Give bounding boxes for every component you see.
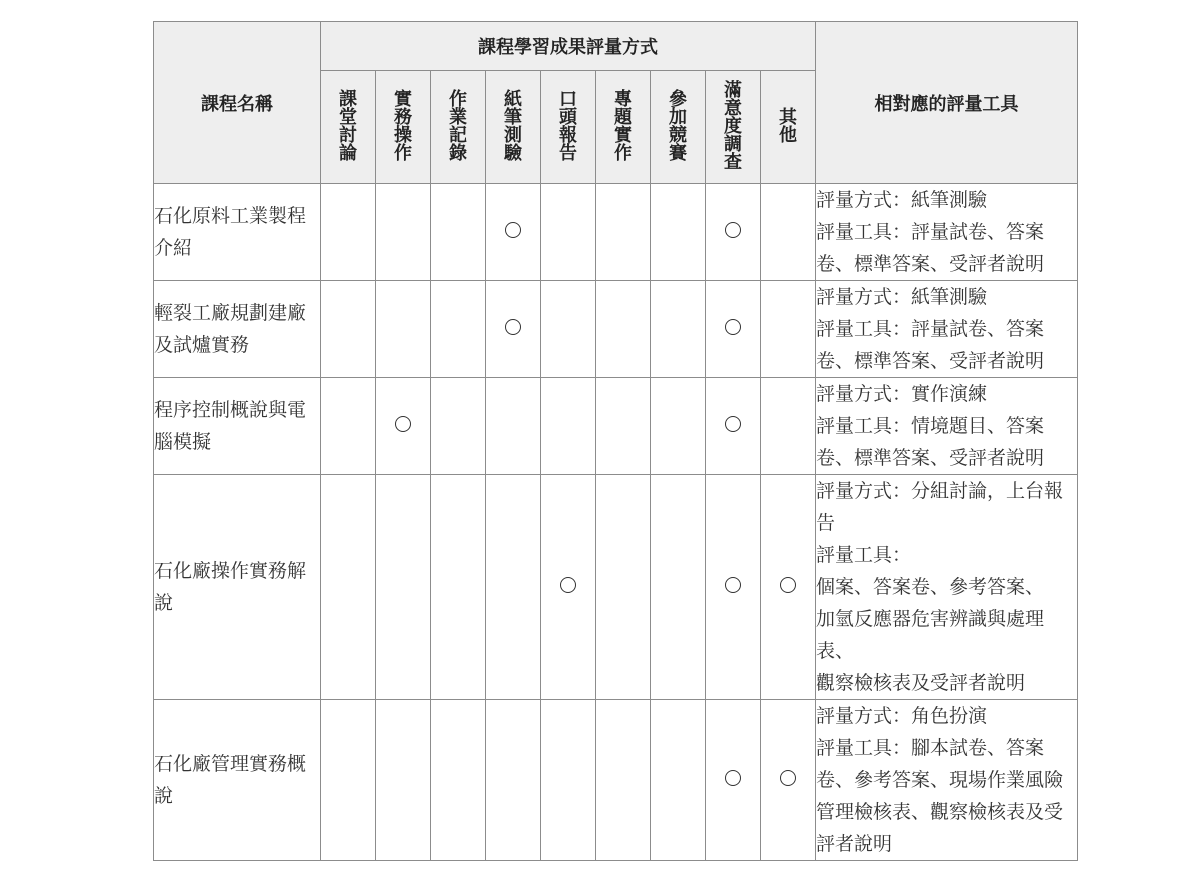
method-cell [486, 700, 541, 861]
method-cell [486, 281, 541, 378]
method-cell [431, 475, 486, 700]
method-cell [761, 281, 816, 378]
method-cell [761, 378, 816, 475]
course-name-cell: 石化廠操作實務解說 [154, 475, 321, 700]
assessment-tool-cell [816, 281, 1078, 378]
assessment-tool-line: 評量方式：角色扮演 [816, 705, 988, 727]
method-cell [541, 700, 596, 861]
method-cell [761, 700, 816, 861]
circle-mark-icon [725, 319, 741, 335]
method-cell [651, 378, 706, 475]
assessment-tool-line: 加氫反應器危害辨識與處理表、 [816, 608, 1045, 662]
assessment-tools-header: 相對應的評量工具 [816, 22, 1078, 184]
method-cell [596, 475, 651, 700]
assessment-tool-cell [816, 700, 1078, 861]
assessment-tool-line: 評量方式：紙筆測驗 [816, 286, 988, 308]
method-cell [321, 281, 376, 378]
header-row-top [154, 22, 1078, 71]
assessment-tool-line: 評量工具：評量試卷、答案卷、標準答案、受評者說明 [816, 318, 1045, 372]
method-cell [321, 378, 376, 475]
method-cell [706, 378, 761, 475]
table-row [154, 184, 1078, 281]
table-body [154, 184, 1078, 861]
method-cell [596, 700, 651, 861]
assessment-tool-cell [816, 475, 1078, 700]
method-cell [706, 475, 761, 700]
method-header-project: 專題實作 [596, 71, 651, 184]
table-row [154, 475, 1078, 700]
circle-mark-icon [725, 770, 741, 786]
method-cell [651, 184, 706, 281]
circle-mark-icon [780, 770, 796, 786]
method-header-class-discussion: 課堂討論 [321, 71, 376, 184]
method-cell [706, 281, 761, 378]
course-name-cell: 輕裂工廠規劃建廠及試爐實務 [154, 281, 321, 378]
circle-mark-icon [395, 416, 411, 432]
assessment-tool-line: 評量方式：分組討論，上台報告 [816, 480, 1064, 534]
method-cell [596, 378, 651, 475]
assessment-tool-line: 評量方式：實作演練 [816, 383, 988, 405]
method-cell [651, 281, 706, 378]
method-cell [376, 475, 431, 700]
circle-mark-icon [780, 577, 796, 593]
method-header-satisfaction-survey: 滿意度調查 [706, 71, 761, 184]
method-header-practical-operation: 實務操作 [376, 71, 431, 184]
course-name-cell: 石化原料工業製程介紹 [154, 184, 321, 281]
circle-mark-icon [560, 577, 576, 593]
method-cell [321, 700, 376, 861]
method-cell [321, 184, 376, 281]
assessment-tool-line: 評量工具：評量試卷、答案卷、標準答案、受評者說明 [816, 221, 1045, 275]
course-name-cell: 石化廠管理實務概說 [154, 700, 321, 861]
circle-mark-icon [505, 319, 521, 335]
method-cell [706, 700, 761, 861]
method-cell [541, 281, 596, 378]
method-cell [541, 475, 596, 700]
method-header-assignment-record: 作業記錄 [431, 71, 486, 184]
method-cell [761, 184, 816, 281]
assessment-tool-line: 評量工具：腳本試卷、答案卷、參考答案、現場作業風險管理檢核表、觀察檢核表及受評者說明 [816, 737, 1064, 855]
course-name-header: 課程名稱 [154, 22, 321, 184]
circle-mark-icon [505, 222, 521, 238]
method-cell [431, 378, 486, 475]
method-cell [596, 184, 651, 281]
assessment-tool-line: 個案、答案卷、參考答案、 [816, 576, 1045, 598]
table-row [154, 378, 1078, 475]
method-header-other: 其他 [761, 71, 816, 184]
method-cell [706, 184, 761, 281]
method-cell [376, 281, 431, 378]
course-assessment-table [153, 21, 1078, 861]
method-cell [431, 184, 486, 281]
assessment-tool-cell [816, 184, 1078, 281]
assessment-tool-line: 評量工具：情境題目、答案卷、標準答案、受評者說明 [816, 415, 1045, 469]
method-cell [376, 700, 431, 861]
method-cell [376, 378, 431, 475]
method-cell [431, 700, 486, 861]
table-row [154, 281, 1078, 378]
method-header-oral-report: 口頭報告 [541, 71, 596, 184]
method-header-written-test: 紙筆測驗 [486, 71, 541, 184]
assessment-tool-line: 評量工具： [816, 544, 912, 566]
method-cell [596, 281, 651, 378]
assessment-tool-line: 觀察檢核表及受評者說明 [816, 672, 1026, 694]
assessment-tool-line: 評量方式：紙筆測驗 [816, 189, 988, 211]
method-cell [321, 475, 376, 700]
table-row [154, 700, 1078, 861]
method-cell [486, 475, 541, 700]
assessment-tool-cell [816, 378, 1078, 475]
method-cell [376, 184, 431, 281]
method-cell [431, 281, 486, 378]
circle-mark-icon [725, 222, 741, 238]
circle-mark-icon [725, 577, 741, 593]
circle-mark-icon [725, 416, 741, 432]
method-cell [486, 378, 541, 475]
method-cell [486, 184, 541, 281]
method-cell [541, 378, 596, 475]
method-cell [541, 184, 596, 281]
method-cell [651, 475, 706, 700]
method-cell [761, 475, 816, 700]
method-cell [651, 700, 706, 861]
method-header-competition: 參加競賽 [651, 71, 706, 184]
assessment-methods-header: 課程學習成果評量方式 [321, 22, 816, 71]
course-name-cell: 程序控制概說與電腦模擬 [154, 378, 321, 475]
